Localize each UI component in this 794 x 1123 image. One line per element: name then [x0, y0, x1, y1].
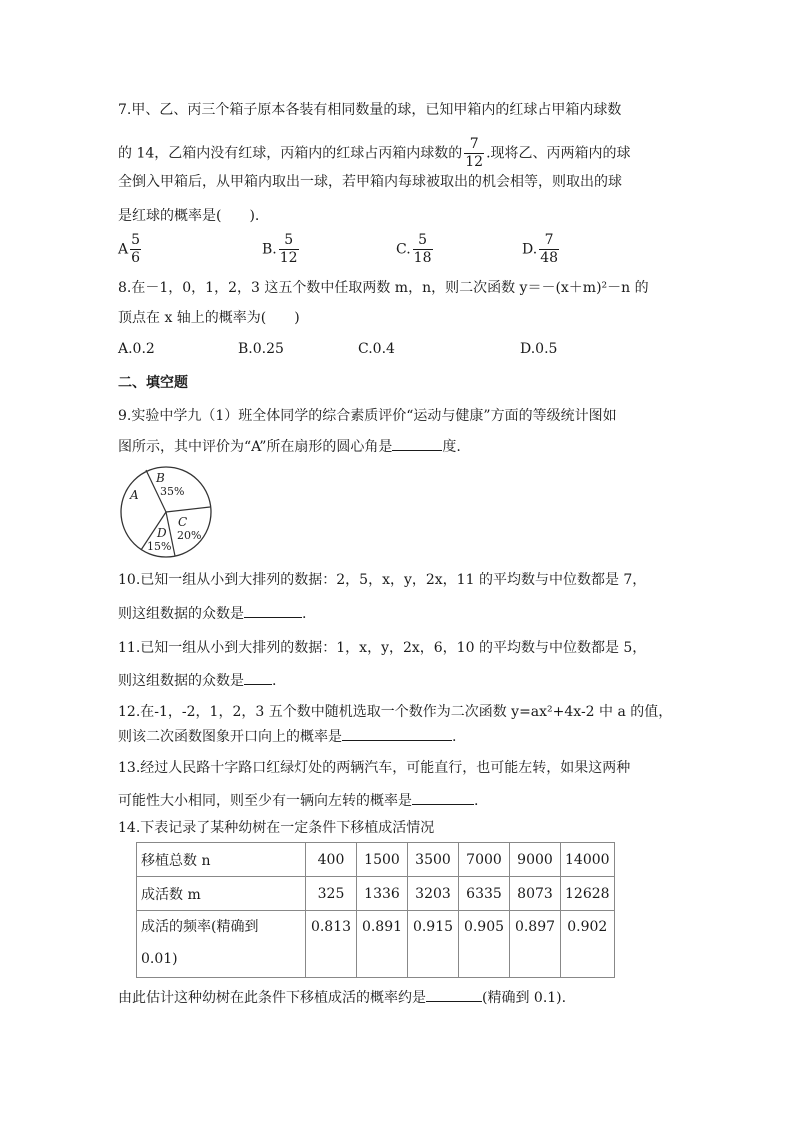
q8-option-b: B.0.25 [238, 341, 284, 357]
table-cell: 14000 [561, 843, 615, 877]
q13-line1: 13.经过人民路十字路口红绿灯处的两辆汽车，可能直行，也可能左转，如果这两种 [118, 760, 631, 776]
table-cell: 0.897 [510, 911, 561, 978]
table-cell: 12628 [561, 877, 615, 911]
table-cell: 325 [306, 877, 357, 911]
header-line: 成活的频率(精确到 [141, 919, 259, 935]
pie-label-b: B [156, 471, 165, 485]
table-row [137, 877, 615, 911]
q7-line2-post: .现将乙、丙两箱内的球 [486, 145, 631, 162]
data-table [136, 842, 615, 978]
pie-pct-c: 20% [177, 529, 202, 542]
table-cell: 8073 [510, 877, 561, 911]
q8-option-c: C.0.4 [358, 341, 395, 357]
frac-denominator: 6 [131, 250, 141, 266]
q8-line2: 顶点在 x 轴上的概率为( ) [118, 310, 300, 326]
table-cell: 3203 [408, 877, 459, 911]
frac-denominator: 18 [413, 250, 432, 266]
q7-option-a [118, 232, 143, 267]
q10-line2 [118, 603, 306, 624]
q9-line1: 9.实验中学九（1）班全体同学的综合素质评价“运动与健康”方面的等级统计图如 [118, 408, 617, 424]
answer-blank[interactable] [426, 987, 482, 1002]
table-row-header: 移植总数 n [137, 843, 306, 877]
answer-blank[interactable] [244, 603, 302, 618]
q7-line1: 7.甲、乙、丙三个箱子原本各装有相同数量的球，已知甲箱内的红球占甲箱内球数 [118, 102, 622, 118]
table-cell: 0.891 [357, 911, 408, 978]
q10-line2-pre: 则这组数据的众数是 [118, 606, 244, 622]
q7-option-b [262, 232, 301, 267]
option-label: B. [262, 241, 277, 258]
frac-numerator: 5 [279, 232, 299, 250]
table-row [137, 911, 615, 978]
table-cell: 3500 [408, 843, 459, 877]
q14-line1: 14.下表记录了某种幼树在一定条件下移植成活情况 [118, 820, 435, 836]
answer-blank[interactable] [412, 790, 474, 805]
answer-blank[interactable] [342, 726, 452, 741]
option-label: C. [396, 241, 411, 258]
table-row [137, 843, 615, 877]
q7-fraction [464, 136, 484, 171]
q14-after-pre: 由此估计这种幼树在此条件下移植成活的概率约是 [118, 990, 426, 1006]
table-cell: 1500 [357, 843, 408, 877]
q11-line2 [118, 670, 276, 691]
q9-line2 [118, 436, 461, 457]
q9-line2-post: 度. [442, 439, 461, 455]
table-cell: 6335 [459, 877, 510, 911]
frac-numerator: 7 [464, 136, 484, 154]
option-label: A [118, 241, 129, 258]
q10-line2-post: . [302, 606, 307, 622]
frac-denominator: 12 [465, 154, 484, 170]
frac-numerator: 5 [413, 232, 433, 250]
q10-line1: 10.已知一组从小到大排列的数据：2，5，x，y，2x，11 的平均数与中位数都是 7， [118, 572, 647, 588]
q12-line1: 12.在-1，-2，1，2，3 五个数中随机选取一个数作为二次函数 y=ax²+4x-2 中 a 的值， [118, 704, 673, 720]
q7-line4: 是红球的概率是( ). [118, 208, 260, 224]
table-cell: 9000 [510, 843, 561, 877]
q12-line2-post: . [452, 729, 457, 745]
q7-line2-pre: 的 14，乙箱内没有红球，丙箱内的红球占丙箱内球数的 [118, 145, 463, 162]
q13-line2 [118, 790, 478, 811]
table-cell: 7000 [459, 843, 510, 877]
table-cell: 0.905 [459, 911, 510, 978]
pie-pct-b: 35% [160, 485, 185, 498]
pie-label-a: A [130, 488, 139, 502]
q13-line2-post: . [474, 793, 479, 809]
pie-label-d: D [157, 526, 167, 540]
pie-pct-d: 15% [147, 540, 172, 553]
frac-numerator: 7 [539, 232, 559, 250]
section-heading: 二、填空题 [118, 375, 188, 391]
q7-line2 [118, 136, 631, 171]
q11-line1: 11.已知一组从小到大排列的数据：1，x，y，2x，6，10 的平均数与中位数都是 5， [118, 640, 647, 656]
option-label: D. [522, 241, 538, 258]
answer-blank[interactable] [244, 670, 272, 685]
table-cell: 400 [306, 843, 357, 877]
pie-chart [118, 466, 218, 558]
q8-line1: 8.在－1，0，1，2，3 这五个数中任取两数 m，n，则二次函数 y＝－(x＋m)²－n 的 [118, 280, 649, 296]
pie-label-c: C [178, 515, 188, 529]
q11-line2-post: . [272, 673, 277, 689]
frac-denominator: 48 [540, 250, 559, 266]
q13-line2-pre: 可能性大小相同，则至少有一辆向左转的概率是 [118, 793, 412, 809]
table-row-header [137, 911, 306, 978]
q8-option-d: D.0.5 [520, 341, 558, 357]
q7-option-c [396, 232, 435, 267]
table-cell: 1336 [357, 877, 408, 911]
table-cell: 0.813 [306, 911, 357, 978]
table-cell: 0.902 [561, 911, 615, 978]
q12-line2-pre: 则该二次函数图象开口向上的概率是 [118, 729, 342, 745]
q7-line3: 全倒入甲箱后，从甲箱内取出一球，若甲箱内每球被取出的机会相等，则取出的球 [118, 174, 622, 190]
frac-denominator: 12 [279, 250, 298, 266]
header-line: 0.01) [141, 951, 178, 967]
q14-after-post: (精确到 0.1). [482, 990, 567, 1006]
q7-option-d [522, 232, 561, 267]
table-cell: 0.915 [408, 911, 459, 978]
q11-line2-pre: 则这组数据的众数是 [118, 673, 244, 689]
q9-line2-pre: 图所示，其中评价为“A”所在扇形的圆心角是 [118, 439, 393, 455]
answer-blank[interactable] [392, 436, 442, 451]
frac-numerator: 5 [131, 232, 141, 248]
q14-conclusion [118, 987, 566, 1008]
q12-line2 [118, 726, 456, 747]
table-row-header: 成活数 m [137, 877, 306, 911]
q8-option-a: A.0.2 [118, 341, 155, 357]
